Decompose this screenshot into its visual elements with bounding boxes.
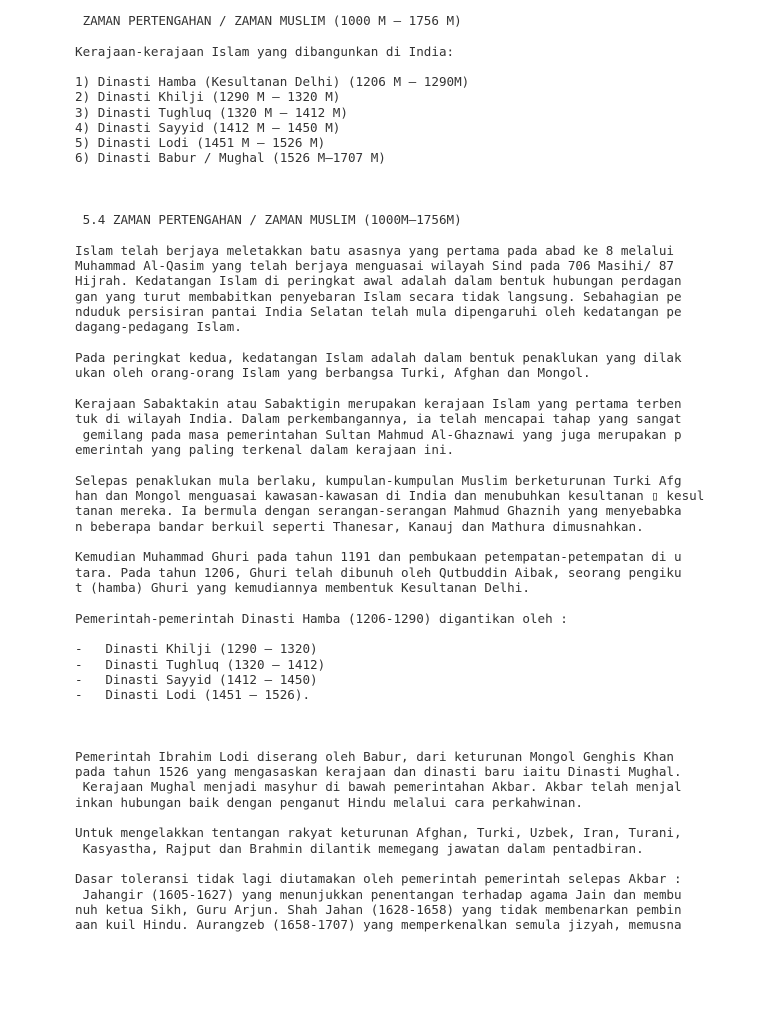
paragraph-line: n beberapa bandar berkuil seperti Thanesar, Kanauj dan Mathura dimusnahkan. — [75, 519, 644, 534]
dash-list-item: - Dinasti Khilji (1290 – 1320) — [75, 641, 318, 656]
paragraph-line: tuk di wilayah India. Dalam perkembangannya, ia telah mencapai tahap yang sangat — [75, 411, 682, 426]
paragraph-line: pada tahun 1526 yang mengasaskan kerajaan dan dinasti baru iaitu Dinasti Mughal. — [75, 764, 682, 779]
paragraph-line: Pemerintah Ibrahim Lodi diserang oleh Babur, dari keturunan Mongol Genghis Khan — [75, 749, 674, 764]
paragraph-line: Untuk mengelakkan tentangan rakyat keturunan Afghan, Turki, Uzbek, Iran, Turani, — [75, 825, 682, 840]
paragraph-line: gan yang turut membabitkan penyebaran Islam secara tidak langsung. Sebahagian pe — [75, 289, 682, 304]
paragraph-line: emerintah yang paling terkenal dalam kerajaan ini. — [75, 442, 455, 457]
paragraph-line: Selepas penaklukan mula berlaku, kumpulan-kumpulan Muslim berketurunan Turki Afg — [75, 473, 682, 488]
paragraph-line: Islam telah berjaya meletakkan batu asasnya yang pertama pada abad ke 8 melalui — [75, 243, 674, 258]
paragraph-line: Kemudian Muhammad Ghuri pada tahun 1191 dan pembukaan petempatan-petempatan di u — [75, 549, 682, 564]
list-item: 4) Dinasti Sayyid (1412 M – 1450 M) — [75, 120, 341, 135]
list-item: 5) Dinasti Lodi (1451 M – 1526 M) — [75, 135, 326, 150]
paragraph-line: Pada peringkat kedua, kedatangan Islam adalah dalam bentuk penaklukan yang dilak — [75, 350, 682, 365]
paragraph-line: inkan hubungan baik dengan penganut Hindu melalui cara perkahwinan. — [75, 795, 583, 810]
paragraph-line: Dasar toleransi tidak lagi diutamakan oleh pemerintah pemerintah selepas Akbar : — [75, 871, 682, 886]
section-heading-5-4: 5.4 ZAMAN PERTENGAHAN / ZAMAN MUSLIM (1000M–1756M) — [75, 212, 462, 227]
paragraph-line: aan kuil Hindu. Aurangzeb (1658-1707) yang memperkenalkan semula jizyah, memusna — [75, 917, 682, 932]
dash-list-item: - Dinasti Sayyid (1412 – 1450) — [75, 672, 318, 687]
paragraph-line: han dan Mongol menguasai kawasan-kawasan di India dan menubuhkan kesultanan ▯ kesul — [75, 488, 705, 503]
list-item: 3) Dinasti Tughluq (1320 M – 1412 M) — [75, 105, 348, 120]
paragraph-line: Kerajaan Mughal menjadi masyhur di bawah pemerintahan Akbar. Akbar telah menjal — [75, 779, 682, 794]
heading-zaman-pertengahan: ZAMAN PERTENGAHAN / ZAMAN MUSLIM (1000 M – 1756 M) — [75, 13, 462, 28]
paragraph-line: Kerajaan Sabaktakin atau Sabaktigin merupakan kerajaan Islam yang pertama terben — [75, 396, 682, 411]
list-item: 6) Dinasti Babur / Mughal (1526 M–1707 M) — [75, 150, 386, 165]
paragraph-line: ukan oleh orang-orang Islam yang berbangsa Turki, Afghan dan Mongol. — [75, 365, 591, 380]
intro-line: Kerajaan-kerajaan Islam yang dibangunkan di India: — [75, 44, 455, 59]
paragraph-line: Hijrah. Kedatangan Islam di peringkat awal adalah dalam bentuk hubungan perdagan — [75, 273, 682, 288]
list-item: 1) Dinasti Hamba (Kesultanan Delhi) (1206 M – 1290M) — [75, 74, 470, 89]
paragraph-line: dagang-pedagang Islam. — [75, 319, 242, 334]
paragraph-line: tanan mereka. Ia bermula dengan serangan-serangan Mahmud Ghaznih yang menyebabka — [75, 503, 682, 518]
paragraph-line: Kasyastha, Rajput dan Brahmin dilantik memegang jawatan dalam pentadbiran. — [75, 841, 644, 856]
paragraph-line: Pemerintah-pemerintah Dinasti Hamba (1206-1290) digantikan oleh : — [75, 611, 568, 626]
list-item: 2) Dinasti Khilji (1290 M – 1320 M) — [75, 89, 341, 104]
dash-list-item: - Dinasti Lodi (1451 – 1526). — [75, 687, 311, 702]
paragraph-line: Muhammad Al-Qasim yang telah berjaya menguasai wilayah Sind pada 706 Masihi/ 87 — [75, 258, 674, 273]
paragraph-line: Jahangir (1605-1627) yang menunjukkan penentangan terhadap agama Jain dan membu — [75, 887, 682, 902]
paragraph-line: gemilang pada masa pemerintahan Sultan Mahmud Al-Ghaznawi yang juga merupakan p — [75, 427, 682, 442]
paragraph-line: nuh ketua Sikh, Guru Arjun. Shah Jahan (1628-1658) yang tidak membenarkan pembin — [75, 902, 682, 917]
dash-list-item: - Dinasti Tughluq (1320 – 1412) — [75, 657, 326, 672]
paragraph-line: t (hamba) Ghuri yang kemudiannya membentuk Kesultanan Delhi. — [75, 580, 530, 595]
paragraph-line: tara. Pada tahun 1206, Ghuri telah dibunuh oleh Qutbuddin Aibak, seorang pengiku — [75, 565, 682, 580]
paragraph-line: nduduk persisiran pantai India Selatan telah mula dipengaruhi oleh kedatangan pe — [75, 304, 682, 319]
